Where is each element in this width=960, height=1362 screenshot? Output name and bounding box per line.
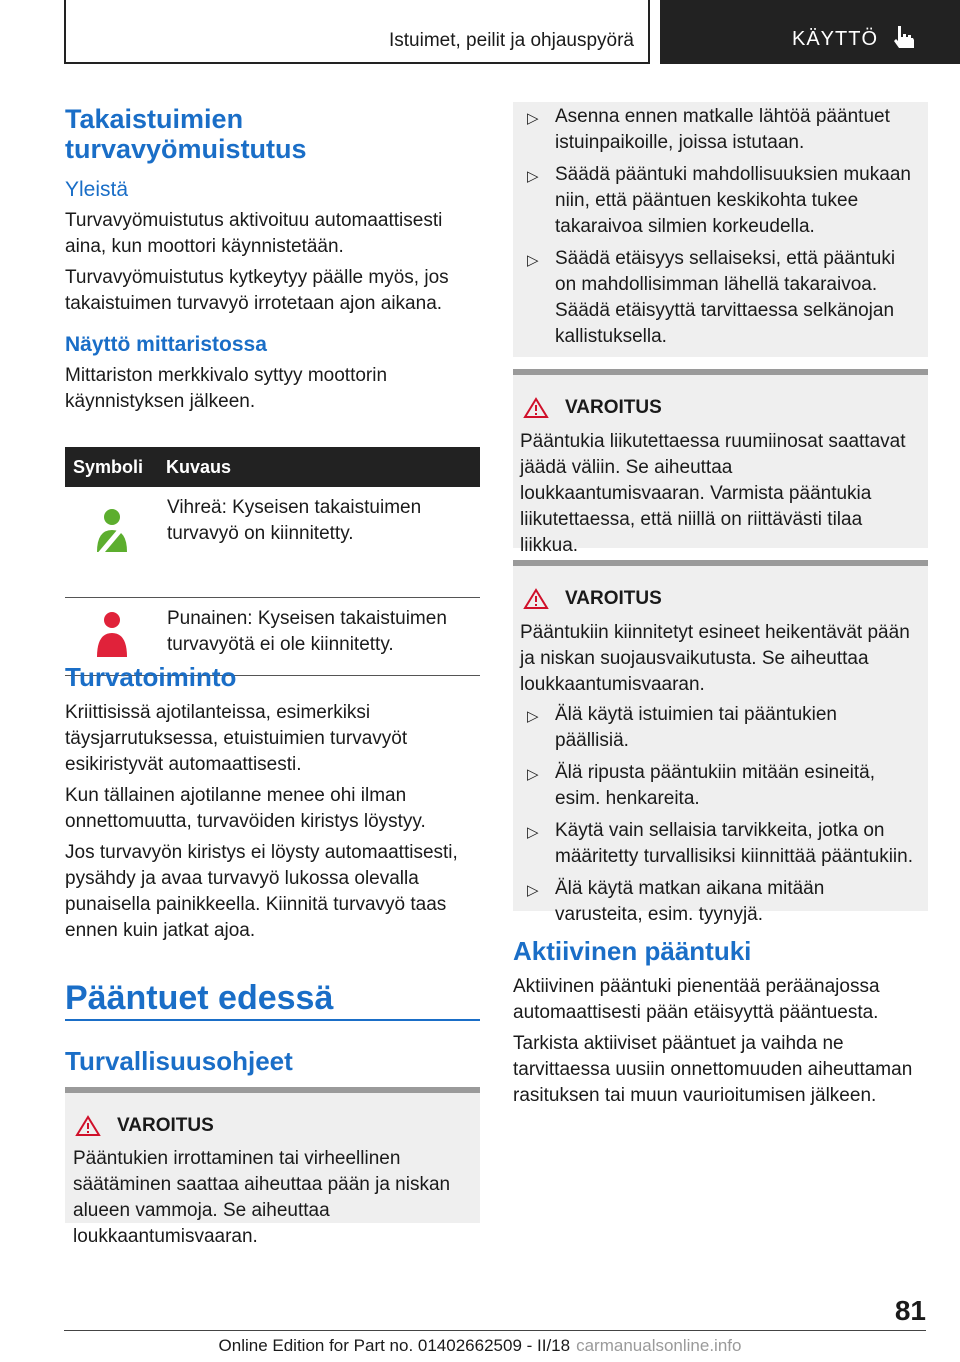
list-item-text: Säädä etäisyys sellaiseksi, että pääntuki on mahdollisimman lähellä takaraivoa. Säädä etäisyyttä tarvittaessa selkänojan kallistuksella. [555, 248, 896, 347]
triangle-bullet-icon: ▷ [527, 766, 539, 783]
header-section-title: Istuimet, peilit ja ohjauspyörä [388, 30, 634, 51]
right-column-lower [513, 936, 928, 1109]
table-cell-description: Vihreä: Kyseisen takaistuimen turvavyö on kiinnitetty. [166, 487, 480, 597]
heading-display: Näyttö mittaristossa [65, 333, 267, 356]
list-item-text: Älä käytä matkan aikana mitään varusteita, esim. tyynyjä. [555, 878, 825, 925]
paragraph: Turvavyömuistutus kytkeytyy päälle myös, jos takaistuimen turvavyö irrotetaan ajon aikana. [65, 267, 449, 314]
triangle-bullet-icon: ▷ [527, 882, 539, 899]
warning-text: Pääntukia liikutettaessa ruumiinosat saattavat jäädä väliin. Se aiheuttaa loukkaantumisvaaran. Varmista pääntukia liikutettaessa, että niillä on riittävästi tilaa liikkua. [520, 431, 906, 556]
table-cell-symbol [65, 487, 166, 597]
heading-rear-seatbelt: Takaistuimien turvavyömuistutus [65, 104, 307, 164]
footer-watermark: carmanualsonline.info [576, 1336, 742, 1355]
paragraph: Aktiivinen pääntuki pienentää peräänajossa automaattisesti pään etäisyyttä pääntuesta. [513, 976, 880, 1023]
footer-edition [0, 1336, 960, 1356]
triangle-bullet-icon: ▷ [527, 168, 539, 185]
page-number: 81 [894, 1295, 926, 1326]
warning-title: VAROITUS [117, 1115, 214, 1136]
hand-pointer-icon [890, 24, 918, 52]
warning-box [65, 1093, 480, 1247]
warning-header [75, 1115, 214, 1137]
list-item-text: Käytä vain sellaisia tarvikkeita, jotka on määritetty turvallisiksi kiinnittää pääntukiin. [555, 820, 913, 867]
warning-text: Pääntukiin kiinnitetyt esineet heikentävät pään ja niskan suojausvaikutusta. Se aiheuttaa loukkaantumisvaaran. [520, 622, 910, 695]
paragraph: Jos turvavyön kiristys ei löysty automaattisesti, pysähdy ja avaa turvavyö lukossa olevalla punaisella painikkeella. Kiinnitä turvavyö taas ennen kuin jatkat ajoa. [65, 842, 458, 941]
list-item-text: Säädä pääntuki mahdollisuuksien mukaan niin, että pääntuen keskikohta tukee takaraivoa silmien korkeudella. [555, 164, 911, 237]
left-column-lower [65, 662, 480, 944]
list-item [513, 104, 915, 156]
symbol-table [65, 447, 480, 676]
warning-header [523, 397, 662, 419]
paragraph: Tarkista aktiiviset pääntuet ja vaihda ne tarvittaessa uusiin onnettomuuden aiheuttaman rasituksen tai muun vaurioitumisen jälkeen. [513, 1033, 913, 1106]
list-item [513, 702, 915, 754]
table-header-description: Kuvaus [166, 456, 232, 477]
list-item [513, 246, 915, 350]
warning-triangle-icon [75, 1115, 101, 1137]
seatbelt-unfastened-red-icon [66, 607, 158, 669]
list-item-text: Älä ripusta pääntukiin mitään esineitä, esim. henkareita. [555, 762, 876, 809]
warning-title: VAROITUS [565, 588, 662, 609]
warning-list [513, 702, 915, 928]
seatbelt-fastened-green-icon [66, 504, 158, 574]
paragraph: Turvavyömuistutus aktivoituu automaattisesti aina, kun moottori käynnistetään. [65, 210, 443, 257]
table-header-row [65, 447, 480, 487]
triangle-bullet-icon: ▷ [527, 252, 539, 269]
header-chapter: KÄYTTÖ [792, 28, 879, 50]
footer-edition-text: Online Edition for Part no. 01402662509 - II/18 [218, 1336, 571, 1355]
list-item-text: Asenna ennen matkalle lähtöä pääntuet istuinpaikoille, joissa istutaan. [555, 106, 890, 153]
list-item-text: Älä käytä istuimien tai pääntukien päällisiä. [555, 704, 837, 751]
heading-general: Yleistä [65, 178, 129, 201]
table-cell-description: Punainen: Kyseisen takaistuimen turvavyötä ei ole kiinnitetty. [166, 597, 480, 675]
warning-box [513, 566, 928, 925]
heading-safety-notes: Turvallisuusohjeet [65, 1046, 293, 1076]
instruction-box [513, 102, 928, 357]
triangle-bullet-icon: ▷ [527, 824, 539, 841]
triangle-bullet-icon: ▷ [527, 708, 539, 725]
left-column [65, 104, 480, 415]
heading-front-headrests: Pääntuet edessä [65, 979, 334, 1017]
list-item [513, 818, 915, 870]
footer-divider [64, 1330, 926, 1331]
warning-triangle-icon [523, 397, 549, 419]
table-row [65, 487, 480, 597]
warning-text: Pääntukien irrottaminen tai virheellinen säätäminen saattaa aiheuttaa pään ja niskan alueen vammoja. Se aiheuttaa loukkaantumisvaaran. [73, 1148, 451, 1247]
warning-box [513, 375, 928, 556]
triangle-bullet-icon: ▷ [527, 110, 539, 127]
divider [65, 1019, 480, 1021]
table-header-symbol: Symboli [73, 456, 144, 477]
warning-title: VAROITUS [565, 397, 662, 418]
list-item [513, 162, 915, 240]
heading-active-headrest: Aktiivinen pääntuki [513, 936, 752, 966]
warning-header [523, 588, 662, 610]
header-chapter-box [660, 0, 960, 64]
instruction-list [513, 104, 915, 350]
header-section-box [64, 0, 650, 64]
paragraph: Kriittisissä ajotilanteissa, esimerkiksi täysjarrutuksessa, etuistuimien turvavyöt esikiristyvät automaattisesti. [65, 702, 408, 775]
heading-safety-function: Turvatoiminto [65, 662, 237, 692]
paragraph: Kun tällainen ajotilanne menee ohi ilman onnettomuutta, turvavöiden kiristys löystyy. [65, 785, 426, 832]
list-item [513, 760, 915, 812]
paragraph: Mittariston merkkivalo syttyy moottorin käynnistyksen jälkeen. [65, 365, 388, 412]
list-item [513, 876, 915, 928]
warning-triangle-icon [523, 588, 549, 610]
